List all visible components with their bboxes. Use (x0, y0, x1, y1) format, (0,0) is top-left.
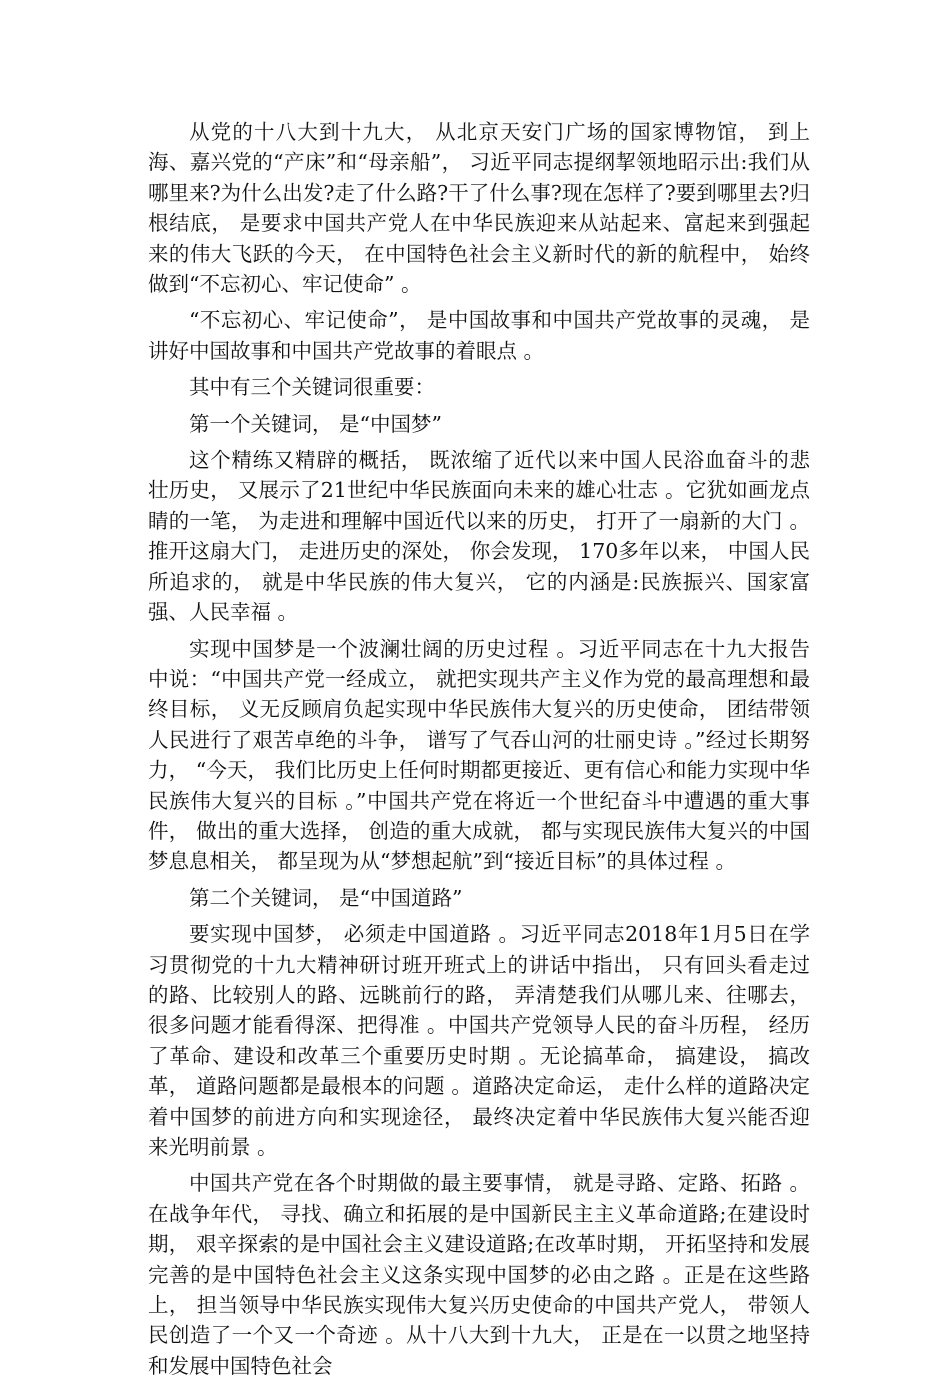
paragraph-three-keywords: 其中有三个关键词很重要： (189, 375, 435, 400)
paragraph-party-road: 中国共产党在各个时期做的最主要事情， 就是寻路、定路、拓路 。在战争年代， 寻找、确立和拓展的是中国新民主主义革命道路;在建设时期， 艰辛探索的是中国社会主义建设道路;在改革时期， 开拓坚持和发展完善的是中国特色社会主义这条实现中国梦的必由之路 。正是在这些路上， 担当领导中华民族实现伟大复兴历史使命的中国共产党人， 带领人民创造了一个又一个奇迹 。从十八大到十九大， 正是在一以贯之地坚持和发展中国特色社会 (148, 1171, 810, 1378)
paragraph-chinese-dream-summary: 这个精练又精辟的概括， 既浓缩了近代以来中国人民浴血奋斗的悲壮历史， 又展示了21世纪中华民族面向未来的雄心壮志 。它犹如画龙点睛的一笔， 为走进和理解中国近代以来的历史， 打开了一扇新的大门 。推开这扇大门， 走进历史的深处， 你会发现， 170多年以来， 中国人民所追求的， 就是中华民族的伟大复兴， 它的内涵是:民族振兴、国家富强、人民幸福 。 (148, 448, 810, 625)
heading-keyword-one: 第一个关键词， 是“中国梦” (189, 411, 442, 436)
paragraph-soul: “不忘初心、牢记使命”， 是中国故事和中国共产党故事的灵魂， 是讲好中国故事和中国共产党故事的着眼点 。 (148, 308, 810, 363)
heading-keyword-two: 第二个关键词， 是“中国道路” (189, 885, 463, 910)
document-body (148, 117, 810, 1387)
paragraph-intro: 从党的十八大到十九大， 从北京天安门广场的国家博物馆， 到上海、嘉兴党的“产床”和“母亲船”， 习近平同志提纲挈领地昭示出:我们从哪里来?为什么出发?走了什么路?干了什么事?现在怎样了?要到哪里去?归根结底， 是要求中国共产党人在中华民族迎来从站起来、富起来到强起来的伟大飞跃的今天， 在中国特色社会主义新时代的新的航程中， 始终做到“不忘初心、牢记使命” 。 (148, 120, 810, 297)
paragraph-chinese-dream-process: 实现中国梦是一个波澜壮阔的历史过程 。习近平同志在十九大报告中说：“中国共产党一经成立， 就把实现共产主义作为党的最高理想和最终目标， 义无反顾肩负起实现中华民族伟大复兴的历史使命， 团结带领人民进行了艰苦卓绝的斗争， 谱写了气吞山河的壮丽史诗 。”经过长期努力， “今天， 我们比历史上任何时期都更接近、更有信心和能力实现中华民族伟大复兴的目标 。”中国共产党在将近一个世纪奋斗中遭遇的重大事件， 做出的重大选择， 创造的重大成就， 都与实现民族伟大复兴的中国梦息息相关， 都呈现为从“梦想起航”到“接近目标”的具体过程 。 (148, 636, 810, 874)
paragraph-chinese-road: 要实现中国梦， 必须走中国道路 。习近平同志2018年1月5日在学习贯彻党的十九大精神研讨班开班式上的讲话中指出， 只有回头看走过的路、比较别人的路、远眺前行的路， 弄清楚我们从哪儿来、往哪去， 很多问题才能看得深、把得准 。中国共产党领导人民的奋斗历程， 经历了革命、建设和改革三个重要历史时期 。无论搞革命， 搞建设， 搞改革， 道路问题都是最根本的问题 。道路决定命运， 走什么样的道路决定着中国梦的前进方向和实现途径， 最终决定着中华民族伟大复兴能否迎来光明前景 。 (148, 922, 810, 1159)
